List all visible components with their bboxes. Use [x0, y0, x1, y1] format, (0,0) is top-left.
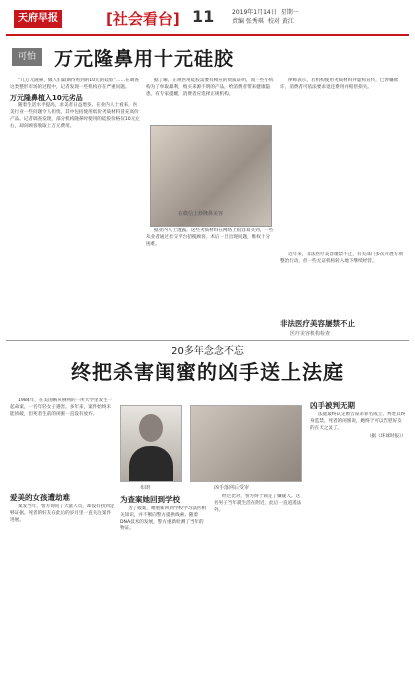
story2-col2-text: 为了破案，她重新回到学校学习法医相关知识，并不断向警方提供线索。随着DNA技术的发展，警方重新检测了当年的物证。	[120, 506, 207, 532]
story1-lead: “几万元隆鼻，做人们最期待看到的10元的硅胶”……在调查这类整形市场的过程中，记者发现一些机构存在严重问题。	[10, 78, 139, 90]
story1-col1-text: 随着生活水平提高，求美者日益增多。在业内人士看来，医美行业一些问题令人担忧，其中包括使用低价劣质材料冒充高价产品。记者调查发现，部分机构隆鼻时使用的硅胶价格仅10元左右，却向顾客收取上万元费用。	[10, 103, 140, 129]
story2-col3-text: 经过比对，警方终于锁定了嫌疑人。这名男子当年就生活在附近，此后一直逍遥法外。	[214, 494, 302, 513]
section-title: [社会看台]	[106, 10, 180, 28]
story1-photo-caption: 在微信上炒隆鼻美容	[178, 211, 224, 217]
story1-column-5	[280, 252, 405, 314]
story1-col4-text: 律师表示，若机构使用劣质材料并虚构宣传，已涉嫌欺诈，消费者可依法要求退还费用并赔偿损失。	[280, 78, 399, 90]
story1-subhead-2: 非法医疗美容屡禁不止	[280, 319, 355, 328]
story1-column-2	[146, 78, 274, 122]
suspect-photo-caption: 凶手落网后受审	[214, 485, 250, 491]
editor-credit: 责编 张秀琪	[232, 18, 264, 25]
newspaper-logo: 天府早报	[14, 10, 62, 28]
page-number: 11	[192, 7, 215, 26]
story1-title: 万元隆鼻用十元硅胶	[54, 48, 235, 70]
story2-column-4	[310, 412, 406, 662]
story1-subhead-1: 万元隆鼻植入10元劣品	[10, 93, 83, 102]
weekday: 星期一	[280, 9, 299, 16]
story1-subhead-2-caption: 医疗美容机构检查	[290, 331, 331, 337]
story1-col3-text: 据业内人士透露，这些劣质材料在网络上很容易买到，一些从业者通过社交平台招揽顾客，术后一旦出现问题，维权十分困难。	[146, 228, 274, 247]
story1-tag: 可怕	[12, 48, 42, 66]
story-divider	[6, 340, 409, 341]
story1-headline	[6, 42, 409, 72]
story1-col2-text: 据了解，正规医用硅胶需要有相应的资质证明，而一些小机构为了牟取暴利，购买来源不明的产品，给消费者带来健康隐患。有专家提醒，消费者应选择正规机构。	[146, 78, 274, 97]
story2-title: 终把杀害闺蜜的凶手送上法庭	[71, 360, 344, 384]
story1-col5-text: 近年来，非法医疗美容屡禁不止，有关部门多次开展专项整治行动，但一些无证机构转入地下继续经营。	[280, 252, 403, 264]
story2-subhead-left: 爱美的女孩遭劫难	[10, 493, 70, 502]
portrait-face	[139, 414, 163, 442]
story2-source: （据《环球时报》）	[366, 434, 406, 440]
story2-column-1	[10, 398, 115, 488]
suspect-photo	[190, 405, 302, 482]
story2-col1-text: 1984年，在美国俄亥俄州的一所大学里发生一起命案，一名年轻女子遇害。多年来，案件始终未能侦破，但死者生前的闺蜜一直没有放弃。	[10, 398, 113, 417]
portrait-body	[129, 446, 173, 481]
story2-col4-text: 法庭最终认定被告谋杀罪名成立，判处其终身监禁。死者的闺蜜说，她终于可以告慰好友的在天之灵了。	[310, 412, 406, 431]
proof-credit: 校对 黄江	[267, 18, 294, 25]
story2-subhead-right: 凶手被判无期	[310, 401, 355, 410]
story1-column-4	[280, 78, 405, 248]
story1-column-1	[10, 78, 140, 328]
story2-column-1b	[10, 504, 115, 674]
story2-kicker: 20多年念念不忘	[171, 346, 244, 357]
story2-subhead-mid: 为查案她回到学校	[120, 495, 180, 504]
story1-column-3	[146, 228, 274, 328]
story2-column-2	[120, 506, 208, 672]
issue-date: 2019年1月14日	[232, 9, 277, 16]
header-meta	[232, 8, 303, 26]
portrait-caption: 布朗	[140, 485, 151, 491]
victim-portrait	[120, 405, 182, 482]
story2-column-3	[214, 494, 302, 672]
page-header	[6, 4, 409, 36]
story2-col1b-text: 案发当年，警方询问了大量人员，却没有找到足够证据。死者的好友在此后的岁月里一直关注案件进展。	[10, 504, 115, 523]
